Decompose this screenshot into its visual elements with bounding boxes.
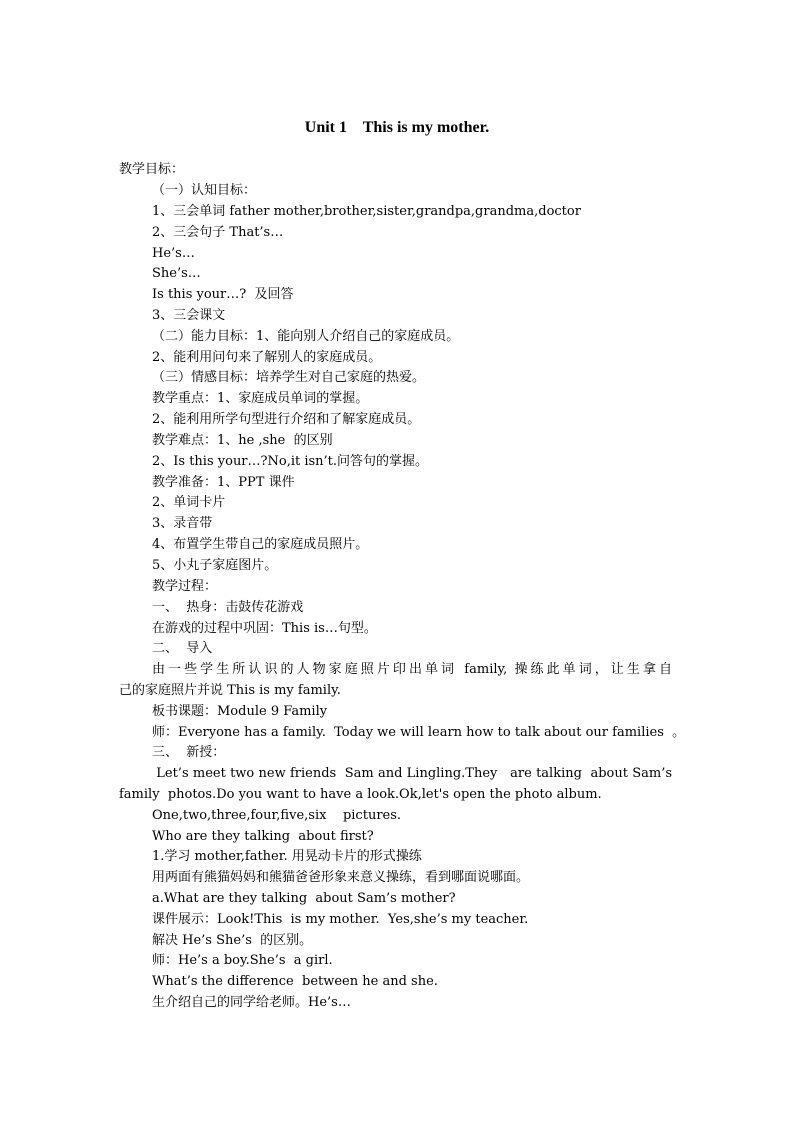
text-line: 2、能利用问句来了解别人的家庭成员。 xyxy=(152,350,382,365)
text-line: 一、 热身：击鼓传花游戏 xyxy=(152,600,304,615)
text-line: （二）能力目标：1、能向别人介绍自己的家庭成员。 xyxy=(152,329,460,344)
text-line: 5、小丸子家庭图片。 xyxy=(152,558,278,573)
text-line: 师：He’s a boy.She’s a girl. xyxy=(152,953,333,968)
text-line: What’s the difference between he and she. xyxy=(152,974,438,989)
text-line: 1、三会单词 father mother,brother,sister,grandpa,grandma,doctor xyxy=(152,204,581,219)
text-line: 3、录音带 xyxy=(152,516,213,531)
text-line: Is this your…? 及回答 xyxy=(152,287,294,302)
text-line: 用两面有熊猫妈妈和熊猫爸爸形象来意义操练，看到哪面说哪面。 xyxy=(152,870,530,885)
text-line: Let’s meet two new friends Sam and Lingling.They are talking about Sam’s xyxy=(152,766,672,781)
text-line: 生介绍自己的同学给老师。He’s… xyxy=(152,995,351,1010)
text-line: 解决 He’s She’s 的区别。 xyxy=(152,933,313,948)
text-line: 1.学习 mother,father. 用晃动卡片的形式操练 xyxy=(152,849,422,864)
text-line: 教学难点：1、he ,she 的区别 xyxy=(152,433,333,448)
text-line: He’s… xyxy=(152,246,195,261)
text-line: 教学过程： xyxy=(152,579,218,594)
text-line: （一）认知目标： xyxy=(152,183,257,198)
text-line: 2、单词卡片 xyxy=(152,495,226,510)
text-line: She’s… xyxy=(152,266,201,281)
text-line: 课件展示：Look!This is my mother. Yes,she’s my teacher. xyxy=(152,912,529,927)
text-line: 己的家庭照片并说 This is my family. xyxy=(119,683,341,698)
text-line: 2、Is this your…?No,it isn’t.问答句的掌握。 xyxy=(152,454,429,469)
text-line: a.What are they talking about Sam’s mother? xyxy=(152,891,456,906)
text-line: 由一些学生所认识的人物家庭照片印出单词 family, 操练此单词，让生拿自 xyxy=(152,662,672,677)
document-title: Unit 1 This is my mother. xyxy=(304,119,490,136)
text-line: 2、三会句子 That’s… xyxy=(152,225,284,240)
text-line: （三）情感目标：培养学生对自己家庭的热爱。 xyxy=(152,370,426,385)
text-line: 教学准备：1、PPT 课件 xyxy=(152,475,295,490)
text-line: 板书课题：Module 9 Family xyxy=(152,704,328,719)
text-line: 三、 新授： xyxy=(152,745,226,760)
text-line: 教学重点：1、家庭成员单词的掌握。 xyxy=(152,391,369,406)
text-line: 二、 导入 xyxy=(152,641,213,656)
text-line: 教学目标： xyxy=(119,162,185,177)
text-line: Who are they talking about first? xyxy=(152,829,374,844)
text-line: 在游戏的过程中巩固：This is…句型。 xyxy=(152,621,377,636)
text-line: One,two,three,four,five,six pictures. xyxy=(152,808,402,823)
text-line: 4、布置学生带自己的家庭成员照片。 xyxy=(152,537,369,552)
text-line: 师：Everyone has a family. Today we will learn how to talk about our families 。 xyxy=(152,725,686,740)
text-line: 2、能利用所学句型进行介绍和了解家庭成员。 xyxy=(152,412,421,427)
text-line: family photos.Do you want to have a look.Ok,let's open the photo album. xyxy=(119,787,602,802)
text-line: 3、三会课文 xyxy=(152,308,226,323)
